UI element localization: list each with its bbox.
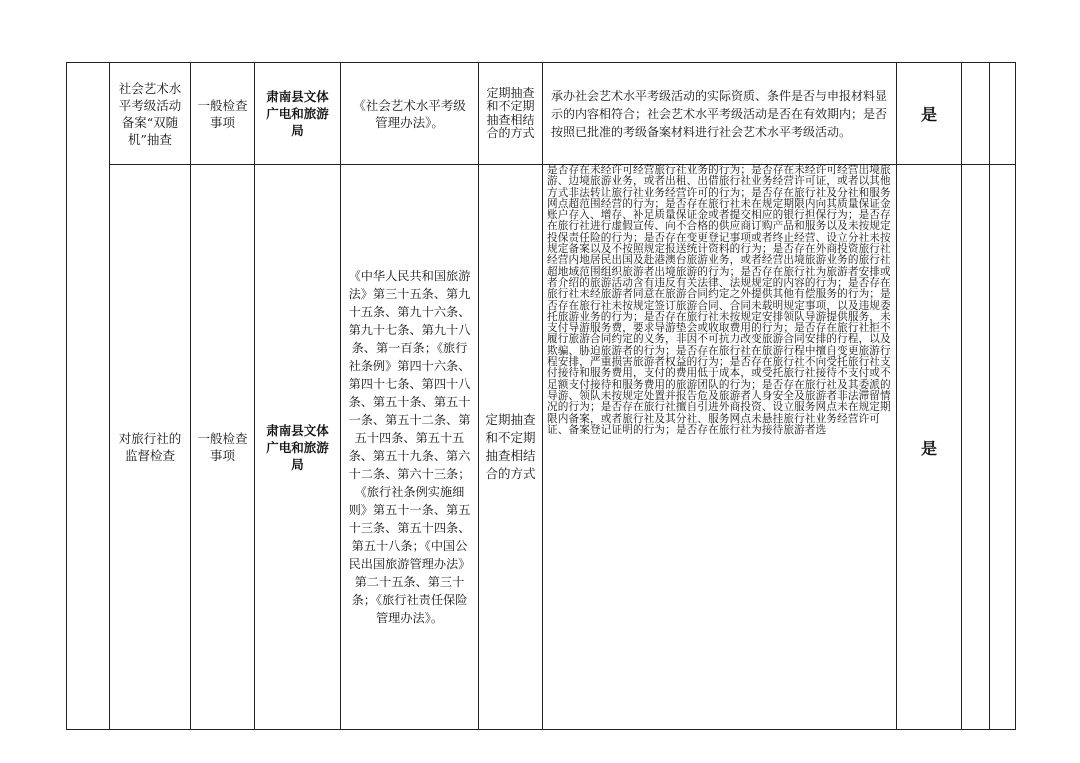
agency-cell bbox=[255, 165, 341, 730]
item-name-cell bbox=[110, 63, 191, 165]
basis-cell bbox=[341, 63, 479, 165]
blank-cell bbox=[67, 63, 110, 730]
content-cell bbox=[543, 63, 897, 165]
blank-cell bbox=[962, 63, 990, 165]
basis-cell bbox=[341, 165, 479, 730]
category: 一般检查事项 bbox=[197, 97, 248, 130]
inspection-method: 定期抽查和不定期抽查相结合的方式 bbox=[485, 412, 536, 481]
flag-cell bbox=[897, 63, 962, 165]
table-row bbox=[67, 165, 1016, 730]
flag-value: 是 bbox=[920, 438, 937, 458]
legal-basis: 《社会艺术水平考级管理办法》。 bbox=[353, 97, 466, 130]
inspection-method: 定期抽查和不定期抽查相结合的方式 bbox=[486, 86, 535, 140]
table-row bbox=[67, 63, 1016, 165]
legal-basis: 《中华人民共和国旅游法》第三十五条、第九十五条、第九十六条、第九十七条、第九十八条、第一百条；《旅行社条例》第四十六条、第四十七条、第四十八条、第五十条、第五十一条、第五十二条、第五十四条、第五十五条、第五十九条、第六十二条、第六十三条；《旅行社条例实施细则》第五十一条、第五十三条、第五十四条、第五十八条；《中国公民出国旅游管理办法》第二十五条、第三十条；《旅行社责任保险管理办法》。 bbox=[348, 269, 471, 625]
inspection-content: 承办社会艺术水平考级活动的实际资质、条件是否与申报材料显示的内容相符合；社会艺术水平考级活动是否在有效期内；是否按照已批准的考级备案材料进行社会艺术水平考级活动。 bbox=[551, 88, 888, 139]
flag-cell bbox=[897, 165, 962, 730]
inspection-content: 是否存在未经许可经营旅行社业务的行为；是否存在未经许可经营出境旅游、边境旅游业务，或者出租、出借旅行社业务经营许可证，或者以其他方式非法转让旅行社业务经营许可的行为；是否存在旅行社及分社和服务网点超范围经营的行为；是否存在旅行社未在规定期限内向其质量保证金账户存入、增存、补足质量保证金或者提交相应的银行担保行为；是否存在旅行社进行虚假宣传、向不合格的供应商订购产品和服务以及未按规定投保责任险的行为；是否存在变更登记事项或者终止经营、设立分社未按规定备案以及不按照规定报送统计资料的行为；是否存在外商投资旅行社经营内地居民出国及赴港澳台旅游业务，或者经营出境旅游业务的旅行社超地域范围组织旅游者出境旅游的行为；是否存在旅行社为旅游者安排或者介绍的旅游活动含有违反有关法律、法规规定的内容的行为；是否存在旅行社未经旅游者同意在旅游合同约定之外提供其他有偿服务的行为；是否存在旅行社未按规定签订旅游合同、合同未载明规定事项，以及违规委托旅游业务的行为；是否存在旅行社未按规定安排领队导游提供服务，未支付导游服务费，要求导游垫会或收取费用的行为；是否存在旅行社拒不履行旅游合同约定的义务，非因不可抗力改变旅游合同安排的行程，以及欺骗、胁迫旅游者的行为；是否存在旅行社在旅游行程中擅自变更旅游行 程安排，严重损害旅游者权益的行为；是否存在旅行社不向受托旅行社支付接待和服务费用，支付的费用低于成本，或受托旅行社接待不支付或不足额支付接待和服务费用的旅游团队的行为；是否存在旅行社及其委派的导游、领队未按规定处置并报告危及旅游者人身安全及旅游者非法滞留情况的行为；是否存在旅行社擅自引进外商投资、设立服务网点未在规定期限内备案，或者旅行社及其分社、服务网点未悬挂旅行社业务经营许可证、备案登记证明的行为；是否存在旅行社为接待旅游者选 bbox=[547, 164, 913, 436]
agency: 肃南县文体广电和旅游局 bbox=[266, 89, 329, 138]
blank-cell bbox=[962, 165, 990, 730]
inspection-table bbox=[66, 62, 1016, 730]
method-cell bbox=[479, 63, 543, 165]
item-name: 对旅行社的监督检查 bbox=[118, 431, 182, 463]
item-name: 社会艺术水平考级活动备案“双随机”抽查 bbox=[118, 80, 182, 147]
blank-cell bbox=[990, 63, 1016, 165]
category-cell bbox=[191, 165, 255, 730]
agency: 肃南县文体广电和旅游局 bbox=[266, 422, 329, 472]
agency-cell bbox=[255, 63, 341, 165]
category-cell bbox=[191, 63, 255, 165]
item-name-cell bbox=[110, 165, 191, 730]
method-cell bbox=[479, 165, 543, 730]
content-cell bbox=[543, 164, 913, 730]
flag-value: 是 bbox=[920, 105, 937, 124]
category: 一般检查事项 bbox=[197, 431, 248, 463]
blank-cell bbox=[990, 165, 1016, 730]
